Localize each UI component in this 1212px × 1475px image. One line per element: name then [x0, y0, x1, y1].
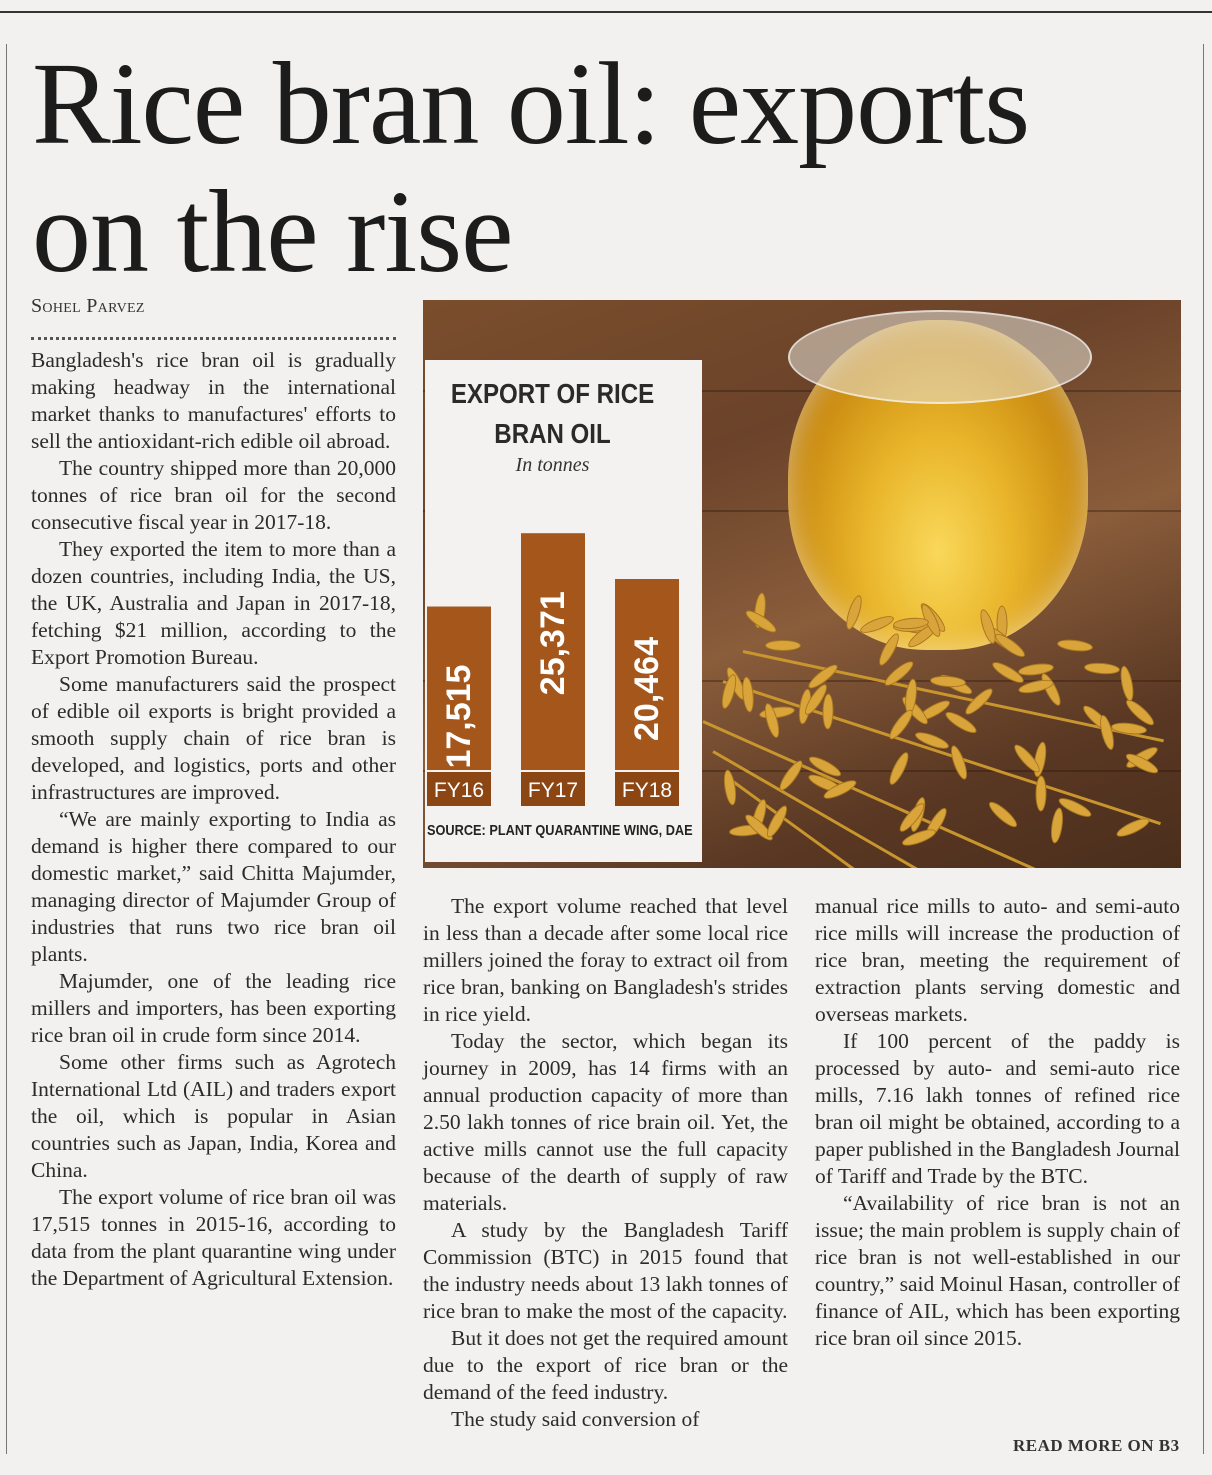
paragraph: The study said conversion of — [451, 1407, 700, 1431]
bar-chart — [425, 360, 702, 862]
rice-grain — [823, 694, 835, 730]
article-column-3 — [815, 893, 1180, 1352]
rice-grain — [1118, 665, 1136, 702]
rice-grain — [721, 768, 737, 805]
rice-grain — [993, 631, 1029, 661]
paragraph: Today the sector, which began its journey in 2009, has 14 firms with an annual production capacity of more than 2.50 lakh tonnes of rice brain oil. Yet, the active mills cannot use the full capacity because of the dearth of supply of raw materials. — [423, 1029, 788, 1215]
category-label: FY16 — [433, 779, 485, 802]
paragraph: The export volume reached that level in less than a decade after some local rice millers joined the foray to extract oil from rice bran, banking on Bangladesh's strides in rice yield. — [423, 894, 788, 1026]
paragraph: Some manufacturers said the prospect of edible oil exports is bright provided a smooth supply chain of rice bran is developed, and logistics, ports and other infrastructures are improved. — [31, 672, 396, 804]
rice-grain — [886, 750, 912, 787]
rice-grain — [1017, 662, 1054, 678]
paragraph: If 100 percent of the paddy is processed by auto- and semi-auto rice mills, 7.16 lakh tonnes of refined rice bran oil might be obtained, according to a paper published in the Bangladesh Journal of Tariff and Trade by the BTC. — [815, 1029, 1180, 1188]
rice-grain — [1097, 713, 1116, 751]
rice-grain — [765, 639, 801, 650]
article-column-1 — [31, 347, 396, 1292]
paragraph: Bangladesh's rice bran oil is gradually making headway in the international market thanks to manufactures' efforts to sell the antioxidant-rich edible oil abroad. — [31, 348, 396, 453]
paragraph: Some other firms such as Agrotech International Ltd (AIL) and traders export the oil, which is popular in Asian countries such as Japan, India, Korea and China. — [31, 1050, 396, 1182]
chart-subtitle: In tonnes — [515, 454, 590, 476]
paragraph-continuation: manual rice mills to auto- and semi-auto rice mills will increase the production of rice bran, meeting the requirement of extraction plants serving domestic and overseas markets. — [815, 894, 1180, 1026]
rice-grain — [943, 708, 979, 736]
paragraph: Majumder, one of the leading rice millers and importers, has been exporting rice bran oil in crude form since 2014. — [31, 969, 396, 1047]
paragraph: The country shipped more than 20,000 tonnes of rice bran oil for the second consecutive fiscal year in 2017-18. — [31, 456, 396, 534]
byline-divider — [31, 337, 396, 340]
rice-grain — [1084, 662, 1121, 676]
paragraph: “We are mainly exporting to India as demand is higher there compared to our domestic market,” said Chitta Majumder, managing director of Majumder Group of industries that runs two rice bran oil plants. — [31, 807, 396, 966]
headline-line-1: Rice bran oil: exports — [32, 38, 1030, 169]
right-column-rule — [1203, 44, 1204, 1454]
read-more-link[interactable]: READ MORE ON B3 — [1013, 1436, 1180, 1455]
left-column-rule — [6, 44, 7, 1454]
rice-grain — [1036, 775, 1047, 811]
rice-grain — [929, 674, 966, 687]
rice-grain — [1114, 815, 1151, 840]
bar-value-label: 25,371 — [534, 591, 572, 696]
chart-title-line-2: BRAN OIL — [494, 418, 611, 449]
chart-title-line-1: EXPORT OF RICE — [450, 378, 655, 409]
paragraph: But it does not get the required amount due to the export of rice bran or the demand of the feed industry. — [423, 1326, 788, 1404]
top-rule — [0, 11, 1212, 13]
headline — [32, 40, 1202, 296]
paragraph: A study by the Bangladesh Tariff Commission (BTC) in 2015 found that the industry needs about 13 lakh tonnes of rice bran to make the most of the capacity. — [423, 1218, 788, 1323]
rice-grain — [986, 798, 1020, 830]
oil-jar-rim — [788, 310, 1092, 404]
paragraph: “Availability of rice bran is not an issue; the main problem is supply chain of rice bran is not well-established in our country,” said Moinul Hasan, controller of finance of AIL, which has been exporting rice bran oil since 2015. — [815, 1191, 1180, 1350]
category-label: FY17 — [527, 779, 579, 802]
bar-value-label: 20,464 — [628, 637, 666, 742]
headline-line-2: on the rise — [32, 166, 513, 297]
chart-source: SOURCE: PLANT QUARANTINE WING, DAE — [427, 822, 693, 839]
byline: Sohel Parvez — [31, 295, 145, 317]
chart-panel — [425, 360, 702, 862]
paragraph: They exported the item to more than a dozen countries, including India, the US, the UK, Australia and Japan in 2017-18, fetching $21 million, according to the Export Promotion Bureau. — [31, 537, 396, 669]
paragraph: The export volume of rice bran oil was 17,515 tonnes in 2015-16, according to data from the plant quarantine wing under the Department of Agricultural Extension. — [31, 1185, 396, 1290]
category-label: FY18 — [621, 779, 673, 802]
article-column-2 — [423, 893, 788, 1433]
rice-grain — [1049, 806, 1065, 843]
rice-grain — [1056, 638, 1093, 653]
bar-value-label: 17,515 — [440, 664, 478, 769]
